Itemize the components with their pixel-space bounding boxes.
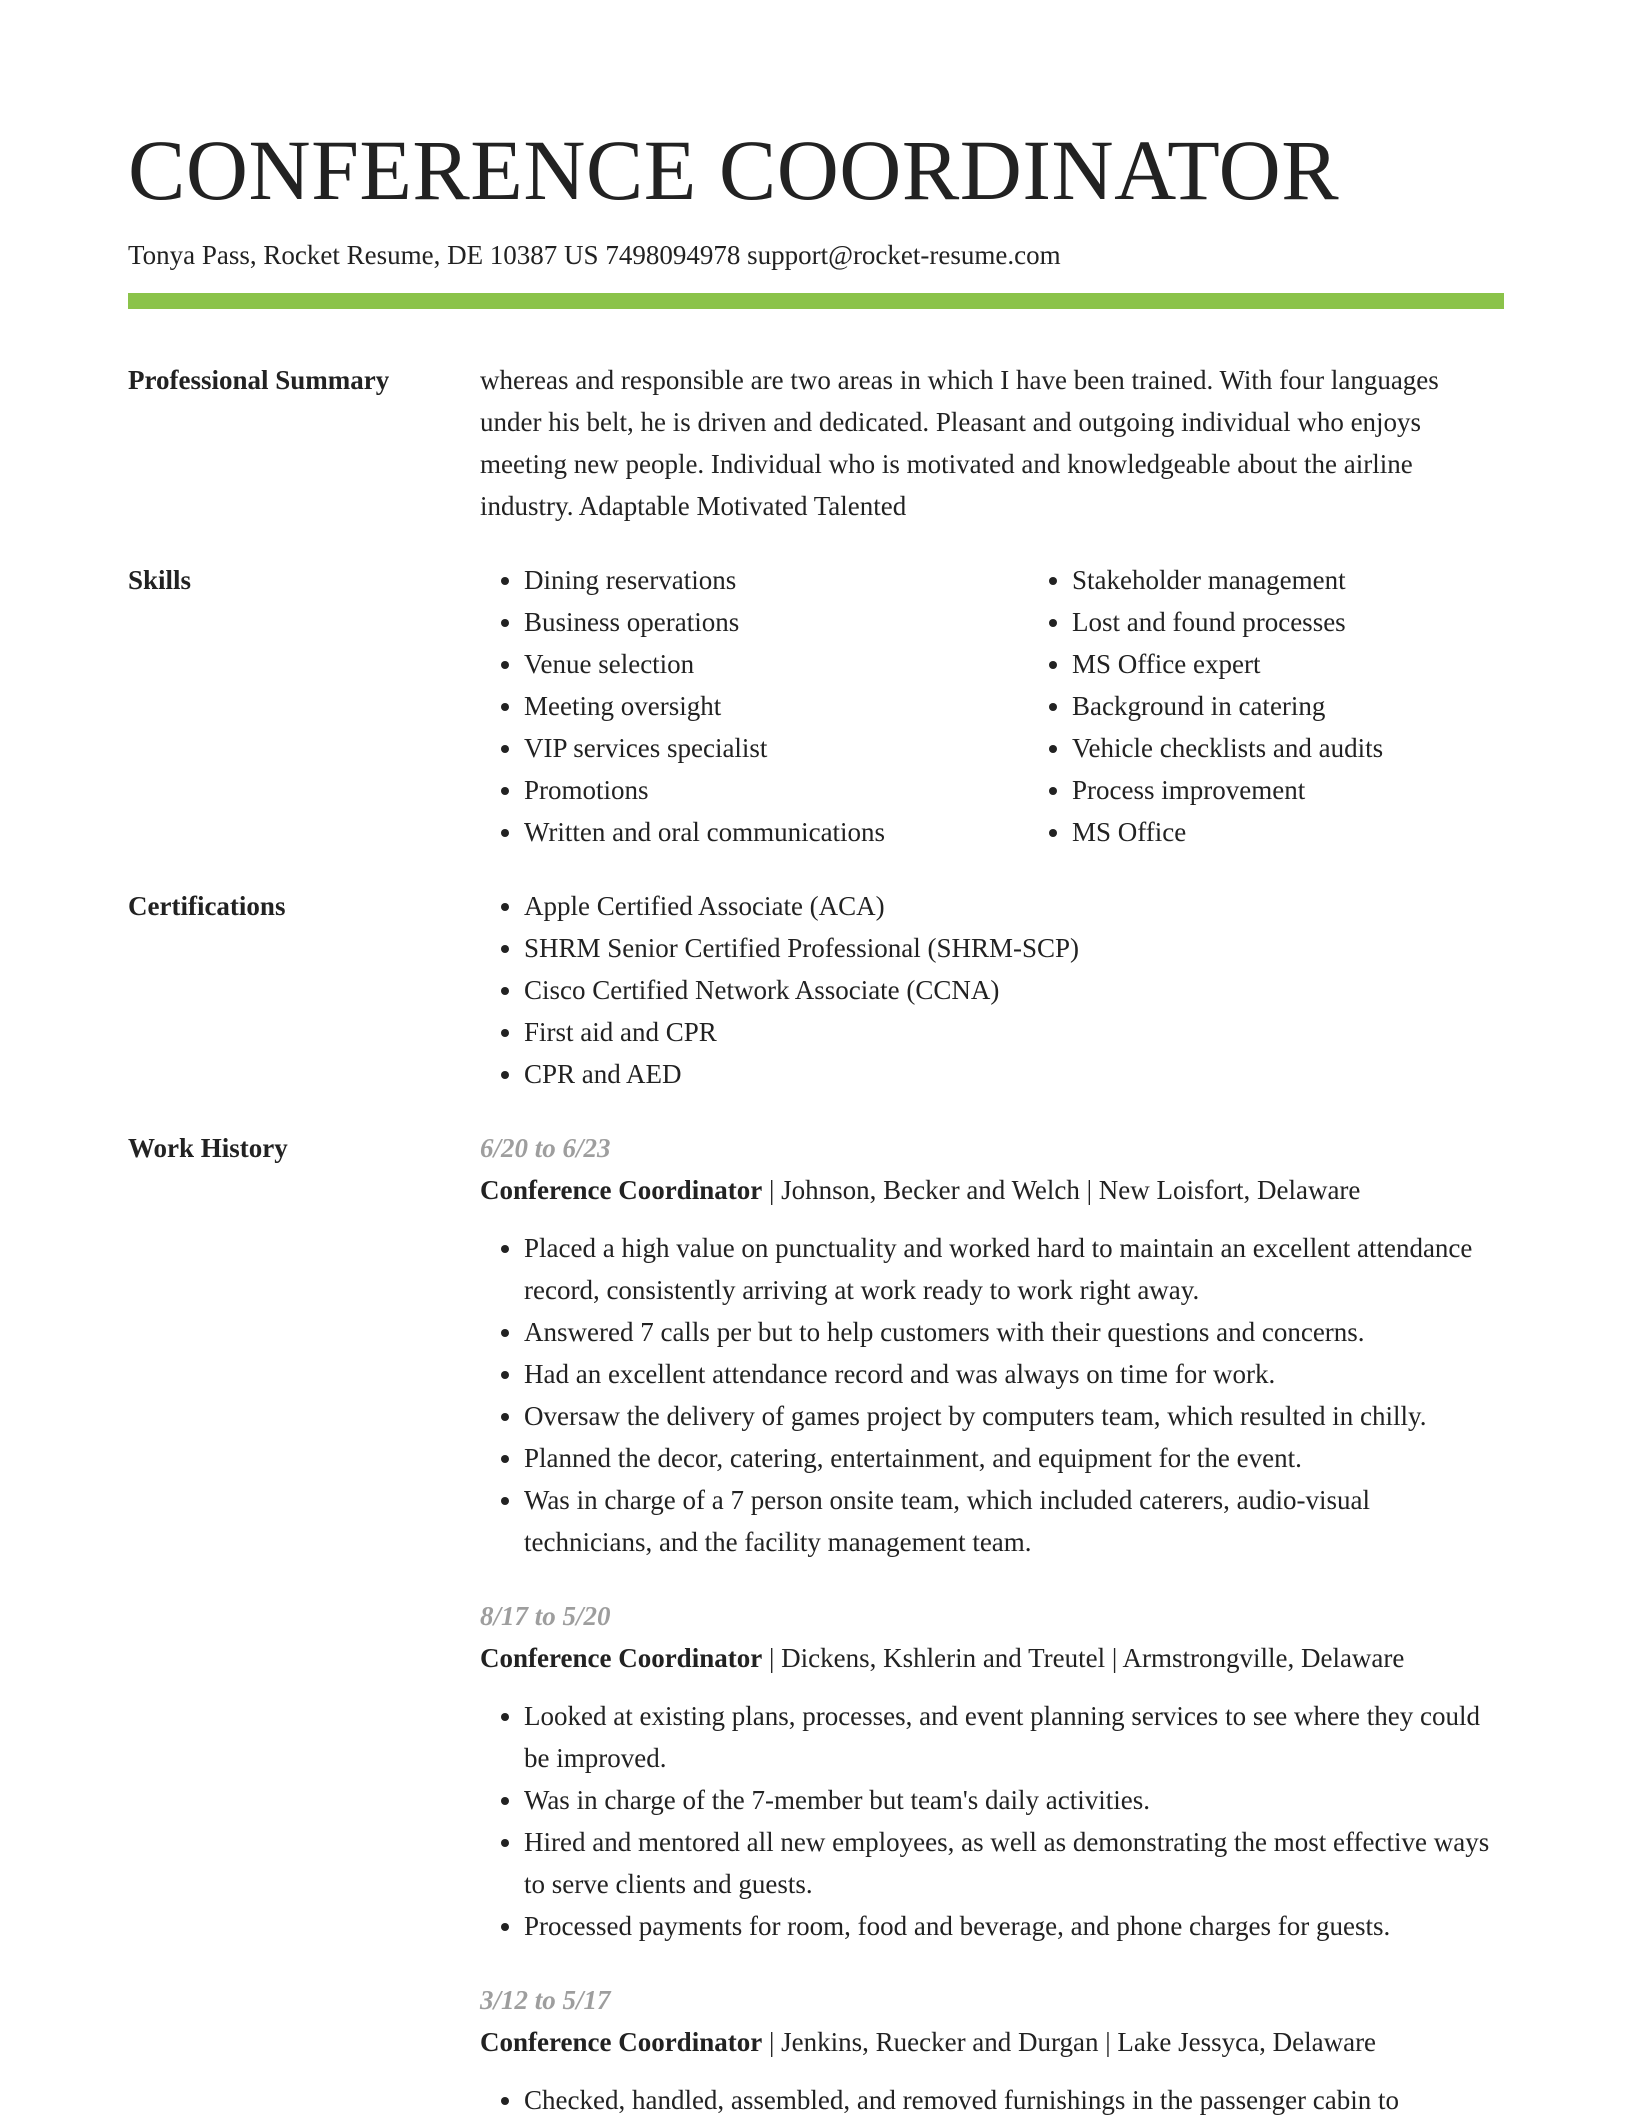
skills-list-left <box>480 559 1028 853</box>
job-bullet: • Was in charge of a 7 person onsite team, which included caterers, audio-visual technicians, and the facility management team. <box>524 1479 1504 1563</box>
section-certifications <box>128 885 1504 1095</box>
certification-item: • Apple Certified Associate (ACA) <box>524 885 1504 927</box>
job-entry <box>480 1595 1504 1947</box>
section-work-history <box>128 1127 1504 2121</box>
job-bullet: • Placed a high value on punctuality and worked hard to maintain an excellent attendance record, consistently arriving at work ready to work right away. <box>524 1227 1504 1311</box>
certification-item: • Cisco Certified Network Associate (CCNA) <box>524 969 1504 1011</box>
skill-item: • Dining reservations <box>524 559 1028 601</box>
skill-item: • Venue selection <box>524 643 1028 685</box>
contact-phone: 7498094978 <box>605 240 741 270</box>
skills-body <box>480 559 1576 853</box>
skill-item: • MS Office expert <box>1072 643 1576 685</box>
certifications-list <box>480 885 1504 1095</box>
skill-item: • MS Office <box>1072 811 1576 853</box>
certification-item: • SHRM Senior Certified Professional (SHRM-SCP) <box>524 927 1504 969</box>
job-bullet: • Looked at existing plans, processes, and event planning services to see where they could be improved. <box>524 1695 1504 1779</box>
job-employer-location: | Jenkins, Ruecker and Durgan | Lake Jessyca, Delaware <box>762 2027 1377 2057</box>
job-dates: 8/17 to 5/20 <box>480 1601 611 1631</box>
summary-text: whereas and responsible are two areas in which I have been trained. With four languages under his belt, he is driven and dedicated. Pleasant and outgoing individual who enjoys meeting new people. Individual who is motivated and knowledgeable about the airline industry. Adaptable Motivated Talented <box>480 365 1439 521</box>
section-heading-certifications: Certifications <box>128 891 286 921</box>
contact-line <box>128 238 1504 272</box>
certifications-body <box>480 885 1504 1095</box>
job-bullets <box>480 1695 1504 1947</box>
section-heading-skills: Skills <box>128 565 192 595</box>
skill-item: • Stakeholder management <box>1072 559 1576 601</box>
certification-item: • CPR and AED <box>524 1053 1504 1095</box>
header-accent-rule <box>128 293 1504 309</box>
job-header <box>480 1637 1504 1679</box>
certification-item: • First aid and CPR <box>524 1011 1504 1053</box>
job-bullet: • Hired and mentored all new employees, as well as demonstrating the most effective ways to serve clients and guests. <box>524 1821 1504 1905</box>
job-title: Conference Coordinator <box>480 1175 763 1205</box>
job-entry <box>480 1979 1504 2121</box>
skill-item: • Background in catering <box>1072 685 1576 727</box>
skill-item: • Meeting oversight <box>524 685 1028 727</box>
job-dates: 6/20 to 6/23 <box>480 1133 611 1163</box>
skill-item: • Process improvement <box>1072 769 1576 811</box>
contact-address: Tonya Pass, Rocket Resume, DE 10387 US <box>128 240 599 270</box>
skill-item: • Vehicle checklists and audits <box>1072 727 1576 769</box>
resume-page <box>128 0 1504 2121</box>
job-title: Conference Coordinator <box>480 1643 763 1673</box>
job-bullet: • Checked, handled, assembled, and removed furnishings in the passenger cabin to <box>524 2079 1504 2121</box>
job-employer-location: | Dickens, Kshlerin and Treutel | Armstrongville, Delaware <box>762 1643 1405 1673</box>
skill-item: • Lost and found processes <box>1072 601 1576 643</box>
skills-list-right <box>1028 559 1576 853</box>
job-bullet: • Had an excellent attendance record and was always on time for work. <box>524 1353 1504 1395</box>
job-bullet: • Answered 7 calls per but to help customers with their questions and concerns. <box>524 1311 1504 1353</box>
job-header <box>480 1169 1504 1211</box>
job-bullet: • Was in charge of the 7-member but team's daily activities. <box>524 1779 1504 1821</box>
work-body <box>480 1127 1504 2121</box>
job-header <box>480 2021 1504 2063</box>
job-employer-location: | Johnson, Becker and Welch | New Loisfort, Delaware <box>762 1175 1361 1205</box>
job-bullets <box>480 1227 1504 1563</box>
skill-item: • Written and oral communications <box>524 811 1028 853</box>
job-bullet: • Processed payments for room, food and beverage, and phone charges for guests. <box>524 1905 1504 1947</box>
summary-body <box>480 359 1504 527</box>
section-heading-work: Work History <box>128 1133 288 1163</box>
job-bullet: • Planned the decor, catering, entertainment, and equipment for the event. <box>524 1437 1504 1479</box>
resume-name: CONFERENCE COORDINATOR <box>128 122 1340 218</box>
skill-item: • Promotions <box>524 769 1028 811</box>
job-bullets <box>480 2079 1504 2121</box>
section-heading-summary: Professional Summary <box>128 365 390 395</box>
section-professional-summary <box>128 359 1504 527</box>
job-dates: 3/12 to 5/17 <box>480 1985 611 2015</box>
contact-email: support@rocket-resume.com <box>747 240 1061 270</box>
skill-item: • Business operations <box>524 601 1028 643</box>
section-skills <box>128 559 1504 853</box>
job-entry <box>480 1127 1504 1563</box>
job-bullet: • Oversaw the delivery of games project by computers team, which resulted in chilly. <box>524 1395 1504 1437</box>
skill-item: • VIP services specialist <box>524 727 1028 769</box>
job-title: Conference Coordinator <box>480 2027 763 2057</box>
